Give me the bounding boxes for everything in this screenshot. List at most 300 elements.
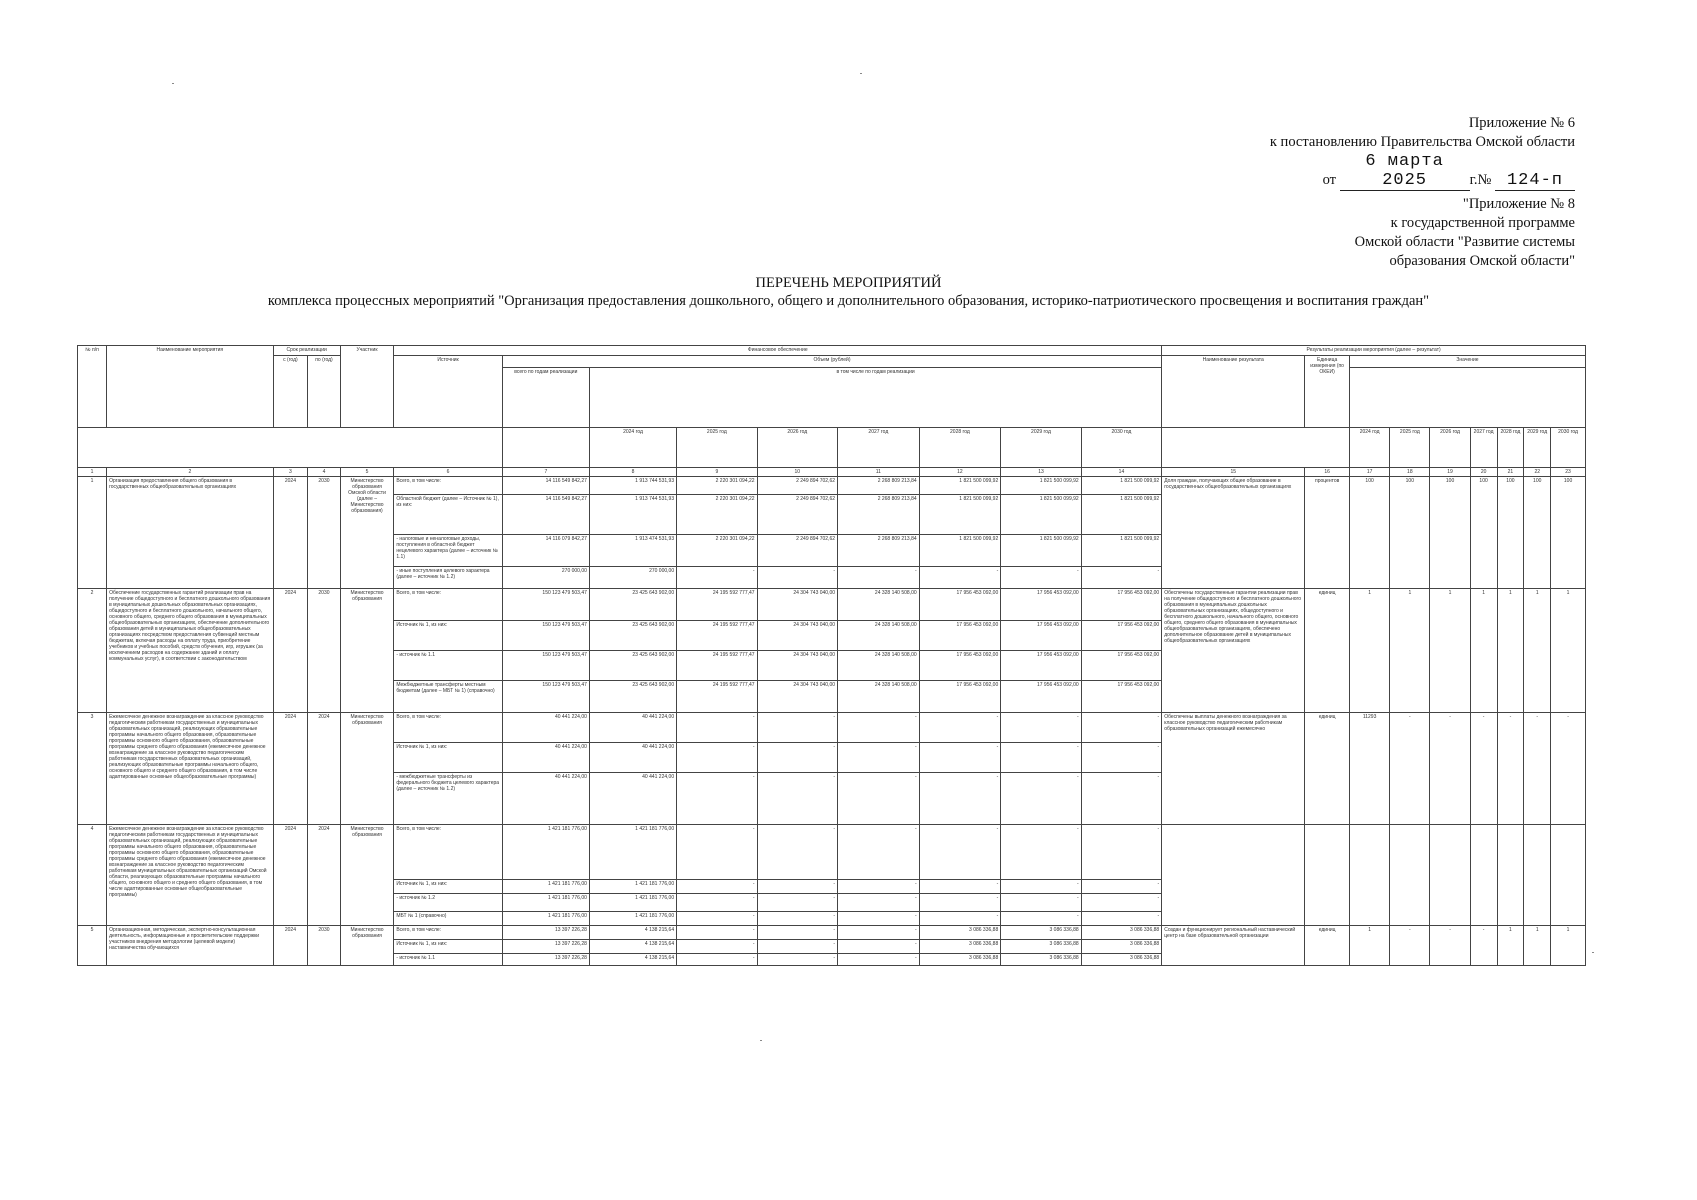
year-from: 2024 — [273, 589, 308, 713]
funding-year-value: - — [1081, 825, 1162, 880]
funding-total: 150 123 479 503,47 — [502, 681, 589, 713]
funding-year-value: 24 304 743 040,00 — [757, 681, 837, 713]
funding-total: 1 421 181 776,00 — [502, 912, 589, 926]
funding-year-value: 2 249 894 702,62 — [757, 477, 837, 495]
funding-year-value: 40 441 224,00 — [589, 773, 676, 825]
result-value: - — [1390, 926, 1430, 966]
column-number: 21 — [1497, 468, 1524, 477]
header-term: Срок реализации — [273, 346, 340, 356]
funding-year-value: 24 195 592 777,47 — [677, 589, 757, 621]
column-number: 7 — [502, 468, 589, 477]
funding-year-value: - — [838, 743, 920, 773]
funding-total: 150 123 479 503,47 — [502, 621, 589, 651]
table-row — [78, 825, 1586, 880]
funding-total: 1 421 181 776,00 — [502, 894, 589, 912]
column-number: 17 — [1349, 468, 1389, 477]
funding-year-value: - — [919, 743, 1001, 773]
number-prefix: № — [1477, 172, 1492, 188]
funding-year-value: - — [919, 912, 1001, 926]
funding-total: 1 421 181 776,00 — [502, 880, 589, 894]
column-number: 23 — [1551, 468, 1586, 477]
header-executor: Участник — [340, 346, 394, 428]
funding-year-value: - — [677, 954, 757, 966]
table-body — [78, 477, 1586, 966]
result-value: 100 — [1390, 477, 1430, 589]
funding-year-value: 1 421 181 776,00 — [589, 825, 676, 880]
column-number: 11 — [838, 468, 920, 477]
result-name: Создан и функционирует региональный наставнический центр на базе образовательной организации — [1162, 926, 1305, 966]
funding-year-value: - — [757, 825, 837, 880]
column-number: 12 — [919, 468, 1001, 477]
funding-year-value: 2 268 809 213,84 — [838, 495, 920, 535]
funding-year-value: - — [677, 912, 757, 926]
funding-year-value: 1 821 500 099,92 — [1001, 477, 1081, 495]
result-value: 1 — [1524, 589, 1551, 713]
funding-year-value: 1 913 474 531,93 — [589, 535, 676, 567]
result-value: 100 — [1470, 477, 1497, 589]
header-byyear: в том числе по годам реализации — [589, 368, 1161, 428]
result-value: - — [1524, 713, 1551, 825]
header-num: № п/п — [78, 346, 107, 428]
funding-year-value: - — [919, 713, 1001, 743]
funding-year-value: 17 956 453 092,00 — [1081, 589, 1162, 621]
result-value: 100 — [1524, 477, 1551, 589]
row-number: 1 — [78, 477, 107, 589]
funding-year-value: - — [677, 713, 757, 743]
year-from: 2024 — [273, 713, 308, 825]
funding-year-value: 17 956 453 092,00 — [919, 589, 1001, 621]
val-year-2027: 2027 год — [1470, 428, 1497, 468]
fin-year-2025: 2025 год — [677, 428, 757, 468]
result-value — [1524, 825, 1551, 926]
funding-total: 40 441 224,00 — [502, 773, 589, 825]
result-value: 1 — [1349, 926, 1389, 966]
funding-year-value: 17 956 453 092,00 — [1001, 681, 1081, 713]
funding-source: Всего, в том числе: — [394, 926, 502, 940]
funding-year-value: 1 821 500 099,92 — [1001, 535, 1081, 567]
funding-total: 1 421 181 776,00 — [502, 825, 589, 880]
funding-year-value: - — [838, 880, 920, 894]
measure-name: Обеспечение государственных гарантий реализации прав на получение общедоступного и бесплатного дошкольного образования в муниципальных дошкольных образовательных организациях, общедоступного и бесплатного дошкольного, начального общего, основного общего, среднего общего образования в муниципальных общеобразовательных организациях, обеспечение дополнительного образования детей в муниципальных общеобразовательных организациях посредством предоставления субвенций местным бюджетам, включая расходы на оплату труда, приобретение учебников и учебных пособий, средств обучения, игр, игрушек (за исключением расходов на содержание зданий и оплату коммунальных услуг), в соответствии с законодательством — [107, 589, 274, 713]
result-value: - — [1390, 713, 1430, 825]
column-number: 20 — [1470, 468, 1497, 477]
result-value — [1551, 825, 1586, 926]
result-value: 100 — [1551, 477, 1586, 589]
appendix-number: Приложение № 6 — [1468, 115, 1575, 131]
year-to: 2030 — [308, 926, 340, 966]
funding-year-value: 40 441 224,00 — [589, 743, 676, 773]
result-value: - — [1430, 713, 1470, 825]
result-value: - — [1497, 713, 1524, 825]
funding-year-value: - — [838, 912, 920, 926]
funding-year-value: - — [919, 825, 1001, 880]
result-value: - — [1551, 713, 1586, 825]
result-unit — [1305, 825, 1350, 926]
funding-year-value: 2 220 301 094,22 — [677, 477, 757, 495]
funding-source: - межбюджетные трансферты из федерального бюджета целевого характера (далее – источник № 1.2) — [394, 773, 502, 825]
funding-year-value: - — [677, 743, 757, 773]
funding-year-value: 24 304 743 040,00 — [757, 589, 837, 621]
measure-name: Ежемесячное денежное вознаграждение за классное руководство педагогическим работникам государственных и муниципальных образовательных организаций, реализующих образовательные программы начального общего образования, образовательные программы основного общего образования, образовательные программы среднего общего образования (ежемесячное денежное вознаграждение за классное руководство педагогическим работникам государственных образовательных организаций, реализующих образовательные программы начального общего, основного общего и среднего общего образования, в том числе адаптированные основные общеобразовательные программы) — [107, 713, 274, 825]
funding-year-value: 17 956 453 092,00 — [919, 681, 1001, 713]
appendix-block — [1270, 114, 1575, 191]
val-year-2024: 2024 год — [1349, 428, 1389, 468]
row-number: 2 — [78, 589, 107, 713]
column-number: 15 — [1162, 468, 1305, 477]
fin-year-2027: 2027 год — [838, 428, 920, 468]
funding-year-value: 270 000,00 — [589, 567, 676, 589]
result-value: 100 — [1497, 477, 1524, 589]
header-result-name: Наименование результата — [1162, 356, 1305, 428]
result-unit: единиц — [1305, 926, 1350, 966]
funding-year-value: - — [677, 825, 757, 880]
funding-year-value: 24 195 592 777,47 — [677, 651, 757, 681]
title-main: ПЕРЕЧЕНЬ МЕРОПРИЯТИЙ — [755, 275, 942, 291]
result-name: Доля граждан, получающих общее образование в государственных общеобразовательных организациях — [1162, 477, 1305, 589]
funding-year-value: 17 956 453 092,00 — [1081, 651, 1162, 681]
funding-year-value: 23 425 643 902,00 — [589, 621, 676, 651]
funding-year-value: - — [1081, 773, 1162, 825]
executor: Министерство образования — [340, 825, 394, 926]
funding-total: 40 441 224,00 — [502, 713, 589, 743]
funding-year-value: - — [757, 926, 837, 940]
funding-year-value: 2 220 301 094,22 — [677, 535, 757, 567]
funding-year-value: - — [677, 880, 757, 894]
funding-source: - источник № 1.2 — [394, 894, 502, 912]
val-year-2029: 2029 год — [1524, 428, 1551, 468]
column-number: 22 — [1524, 468, 1551, 477]
fin-year-2026: 2026 год — [757, 428, 837, 468]
funding-year-value: 2 268 809 213,84 — [838, 477, 920, 495]
program-appendix-line2: к государственной программе — [1390, 215, 1575, 231]
measure-name: Ежемесячное денежное вознаграждение за классное руководство педагогическим работникам государственных и муниципальных образовательных организаций, реализующих образовательные программы начального общего образования, образовательные программы основного общего образования, образовательные программы среднего общего образования (ежемесячное денежное вознаграждение за классное руководство педагогическим работникам муниципальных образовательных организаций Омской области, реализующих образовательные программы начального общего, основного общего и среднего общего образования, в том числе адаптированные основные общеобразовательные программы) — [107, 825, 274, 926]
funding-year-value: - — [757, 567, 837, 589]
funding-source: Областной бюджет (далее – Источник № 1), из них: — [394, 495, 502, 535]
result-value: 1 — [1470, 589, 1497, 713]
funding-year-value: - — [757, 940, 837, 954]
header-unit: Единица измерения (по ОКЕИ) — [1305, 356, 1350, 428]
funding-year-value: 1 821 500 099,92 — [1081, 535, 1162, 567]
executor: Министерство образования — [340, 926, 394, 966]
header-source: Источник — [394, 356, 502, 428]
funding-year-value: 1 821 500 099,92 — [919, 535, 1001, 567]
column-number-row — [78, 468, 1586, 477]
result-unit: единиц — [1305, 713, 1350, 825]
val-year-2028: 2028 год — [1497, 428, 1524, 468]
year-row-total-blank — [502, 428, 589, 468]
funding-source: Источник № 1, из них: — [394, 940, 502, 954]
result-name: Обеспечены выплаты денежного вознаграждения за классное руководство педагогическим работникам образовательных организаций ежемесячно — [1162, 713, 1305, 825]
document-title — [0, 274, 1697, 310]
year-from: 2024 — [273, 825, 308, 926]
fin-year-2030: 2030 год — [1081, 428, 1162, 468]
funding-year-value: - — [1001, 773, 1081, 825]
result-name — [1162, 825, 1305, 926]
funding-year-value: - — [1001, 743, 1081, 773]
funding-year-value: 17 956 453 092,00 — [1001, 651, 1081, 681]
funding-year-value: 17 956 453 092,00 — [1001, 589, 1081, 621]
funding-year-value: - — [838, 954, 920, 966]
funding-total: 150 123 479 503,47 — [502, 651, 589, 681]
row-number: 5 — [78, 926, 107, 966]
result-value — [1390, 825, 1430, 926]
funding-year-value: 23 425 643 902,00 — [589, 589, 676, 621]
row-number: 3 — [78, 713, 107, 825]
column-number: 9 — [677, 468, 757, 477]
header-value-blank — [1349, 368, 1585, 428]
funding-year-value: 4 138 215,64 — [589, 926, 676, 940]
appendix-date-line — [1270, 152, 1575, 191]
funding-year-value: 1 913 744 531,93 — [589, 477, 676, 495]
val-year-2026: 2026 год — [1430, 428, 1470, 468]
column-number: 19 — [1430, 468, 1470, 477]
date-suffix: г. — [1469, 172, 1478, 188]
funding-year-value: 2 249 894 702,62 — [757, 495, 837, 535]
result-value — [1470, 825, 1497, 926]
funding-year-value: 1 821 500 099,92 — [1081, 477, 1162, 495]
header-to: по (год) — [308, 356, 340, 428]
funding-year-value: 2 268 809 213,84 — [838, 535, 920, 567]
funding-year-value: 1 821 500 099,92 — [919, 495, 1001, 535]
funding-year-value: 3 086 336,88 — [919, 926, 1001, 940]
handwritten-number: 124-п — [1495, 171, 1575, 191]
result-value: 1 — [1497, 926, 1524, 966]
val-year-2030: 2030 год — [1551, 428, 1586, 468]
column-number: 2 — [107, 468, 274, 477]
result-name: Обеспечены государственные гарантии реализации прав на получение общедоступного и бесплатного дошкольного образования в муниципальных дошкольных образовательных организациях, общедоступного и бесплатного дошкольного, начального общего, основного общего, среднего общего образования в муниципальных общеобразовательных организациях, обеспечено дополнительное образование детей в муниципальных общеобразовательных организациях — [1162, 589, 1305, 713]
funding-total: 13 397 226,28 — [502, 940, 589, 954]
column-number: 1 — [78, 468, 107, 477]
funding-year-value: - — [838, 940, 920, 954]
executor: Министерство образования Омской области (далее – Министерство образования) — [340, 477, 394, 589]
val-year-2025: 2025 год — [1390, 428, 1430, 468]
scan-speck — [860, 73, 862, 74]
funding-year-value: - — [677, 773, 757, 825]
scan-speck — [1592, 952, 1594, 953]
funding-year-value: - — [1081, 713, 1162, 743]
scan-speck — [760, 1040, 762, 1041]
funding-year-value: 40 441 224,00 — [589, 713, 676, 743]
funding-year-value: - — [1001, 894, 1081, 912]
funding-year-value: 3 086 336,88 — [919, 940, 1001, 954]
funding-year-value: 24 304 743 040,00 — [757, 651, 837, 681]
funding-year-value: - — [757, 880, 837, 894]
funding-year-value: 3 086 336,88 — [919, 954, 1001, 966]
funding-year-value: - — [838, 713, 920, 743]
funding-source: Межбюджетные трансферты местным бюджетам (далее – МБТ № 1) (справочно) — [394, 681, 502, 713]
funding-year-value: 17 956 453 092,00 — [1081, 681, 1162, 713]
funding-year-value: 24 195 592 777,47 — [677, 621, 757, 651]
funding-year-value: - — [1001, 825, 1081, 880]
result-value: 100 — [1349, 477, 1389, 589]
funding-source: - источник № 1.1 — [394, 651, 502, 681]
funding-year-value: - — [1081, 743, 1162, 773]
funding-year-value: - — [1081, 894, 1162, 912]
executor: Министерство образования — [340, 713, 394, 825]
year-to: 2030 — [308, 589, 340, 713]
funding-year-value: - — [757, 894, 837, 912]
funding-year-value: 24 304 743 040,00 — [757, 621, 837, 651]
funding-year-value: 17 956 453 092,00 — [919, 651, 1001, 681]
appendix-decree: к постановлению Правительства Омской области — [1269, 134, 1575, 150]
fin-year-2029: 2029 год — [1001, 428, 1081, 468]
funding-total: 14 116 549 842,27 — [502, 477, 589, 495]
year-to: 2030 — [308, 477, 340, 589]
table-row — [78, 589, 1586, 621]
funding-total: 13 397 226,28 — [502, 926, 589, 940]
year-header-row — [78, 428, 1586, 468]
result-value: - — [1430, 926, 1470, 966]
funding-year-value: 1 821 500 099,92 — [1081, 495, 1162, 535]
funding-total: 14 116 549 842,27 — [502, 495, 589, 535]
funding-year-value: 3 086 336,88 — [1001, 926, 1081, 940]
result-value — [1349, 825, 1389, 926]
header-volume: Объем (рублей) — [502, 356, 1161, 368]
column-number: 8 — [589, 468, 676, 477]
funding-source: - иные поступления целевого характера (далее – источник № 1.2) — [394, 567, 502, 589]
result-value: 1 — [1551, 589, 1586, 713]
row-number: 4 — [78, 825, 107, 926]
funding-source: Источник № 1, из них: — [394, 880, 502, 894]
funding-year-value: - — [677, 926, 757, 940]
funding-year-value: 17 956 453 092,00 — [1081, 621, 1162, 651]
funding-year-value: 23 425 643 902,00 — [589, 651, 676, 681]
funding-year-value: 3 086 336,88 — [1001, 954, 1081, 966]
column-number: 10 — [757, 468, 837, 477]
result-value: 1 — [1430, 589, 1470, 713]
funding-year-value: 1 821 500 099,92 — [919, 477, 1001, 495]
funding-source: - налоговые и неналоговые доходы, поступления в областной бюджет нецелевого характера (далее – источник № 1.1) — [394, 535, 502, 567]
column-number: 16 — [1305, 468, 1350, 477]
result-value: 1 — [1551, 926, 1586, 966]
result-value — [1430, 825, 1470, 926]
year-row-blank — [78, 428, 503, 468]
column-number: 13 — [1001, 468, 1081, 477]
header-financing: Финансовое обеспечение — [394, 346, 1162, 356]
result-value: 1 — [1524, 926, 1551, 966]
funding-year-value: 1 421 181 776,00 — [589, 912, 676, 926]
funding-year-value: - — [1001, 912, 1081, 926]
funding-source: Всего, в том числе: — [394, 825, 502, 880]
funding-year-value: - — [919, 773, 1001, 825]
funding-year-value: 2 249 894 702,62 — [757, 535, 837, 567]
funding-year-value: - — [757, 743, 837, 773]
funding-year-value: - — [838, 894, 920, 912]
program-appendix-line3: Омской области "Развитие системы — [1354, 234, 1575, 250]
header-name: Наименование мероприятия — [107, 346, 274, 428]
funding-year-value: 1 421 181 776,00 — [589, 880, 676, 894]
funding-year-value: 4 138 215,64 — [589, 954, 676, 966]
funding-year-value: 4 138 215,64 — [589, 940, 676, 954]
fin-year-2028: 2028 год — [919, 428, 1001, 468]
date-prefix: от — [1322, 172, 1336, 188]
funding-source: - источник № 1.1 — [394, 954, 502, 966]
table-row — [78, 926, 1586, 940]
program-appendix-number: "Приложение № 8 — [1462, 196, 1575, 212]
year-to: 2024 — [308, 713, 340, 825]
result-unit: процентов — [1305, 477, 1350, 589]
year-from: 2024 — [273, 477, 308, 589]
funding-year-value: - — [838, 773, 920, 825]
header-value: Значение — [1349, 356, 1585, 368]
funding-source: Источник № 1, из них: — [394, 621, 502, 651]
funding-year-value: 3 086 336,88 — [1081, 940, 1162, 954]
funding-total: 40 441 224,00 — [502, 743, 589, 773]
funding-year-value: 1 821 500 099,92 — [1001, 495, 1081, 535]
funding-year-value: - — [1081, 880, 1162, 894]
funding-year-value: 23 425 643 902,00 — [589, 681, 676, 713]
funding-year-value: - — [1081, 567, 1162, 589]
measures-table — [77, 345, 1586, 966]
result-value: - — [1470, 713, 1497, 825]
year-to: 2024 — [308, 825, 340, 926]
funding-year-value: 2 220 301 094,22 — [677, 495, 757, 535]
funding-year-value: 1 913 744 531,93 — [589, 495, 676, 535]
funding-year-value: 17 956 453 092,00 — [1001, 621, 1081, 651]
funding-year-value: 24 328 140 508,00 — [838, 589, 920, 621]
measure-name: Организационная, методическая, экспертно-консультационная деятельность, информационные и просветительские поддержки участников внедрения методологии (целевой модели) наставничества обучающихся — [107, 926, 274, 966]
funding-year-value: - — [1081, 912, 1162, 926]
table-row — [78, 713, 1586, 743]
result-value — [1497, 825, 1524, 926]
funding-year-value: - — [677, 567, 757, 589]
result-unit: единиц — [1305, 589, 1350, 713]
funding-year-value: 3 086 336,88 — [1001, 940, 1081, 954]
result-value: 100 — [1430, 477, 1470, 589]
year-row-result-blank — [1162, 428, 1350, 468]
funding-year-value: - — [757, 773, 837, 825]
header-total: всего по годам реализации — [502, 368, 589, 428]
funding-year-value: - — [757, 713, 837, 743]
funding-year-value: - — [1001, 713, 1081, 743]
fin-year-2024: 2024 год — [589, 428, 676, 468]
funding-year-value: 17 956 453 092,00 — [919, 621, 1001, 651]
column-number: 5 — [340, 468, 394, 477]
table-header — [78, 346, 1586, 477]
funding-total: 13 397 226,28 — [502, 954, 589, 966]
funding-source: Всего, в том числе: — [394, 713, 502, 743]
funding-year-value: - — [919, 880, 1001, 894]
funding-source: Всего, в том числе: — [394, 589, 502, 621]
funding-year-value: 24 195 592 777,47 — [677, 681, 757, 713]
program-appendix-line4: образования Омской области" — [1389, 253, 1575, 269]
funding-year-value: - — [919, 894, 1001, 912]
column-number: 3 — [273, 468, 308, 477]
appendix-program-block — [1355, 195, 1575, 271]
funding-total: 150 123 479 503,47 — [502, 589, 589, 621]
funding-year-value: - — [919, 567, 1001, 589]
result-value: 1 — [1390, 589, 1430, 713]
title-sub: комплекса процессных мероприятий "Организация предоставления дошкольного, общего и дополнительного образования, историко-патриотического просвещения и воспитания граждан" — [267, 293, 1430, 309]
funding-year-value: - — [677, 894, 757, 912]
funding-year-value: 24 328 140 508,00 — [838, 621, 920, 651]
funding-year-value: - — [838, 926, 920, 940]
scan-speck — [172, 83, 174, 84]
funding-total: 14 116 079 842,27 — [502, 535, 589, 567]
column-number: 14 — [1081, 468, 1162, 477]
funding-year-value: - — [1001, 567, 1081, 589]
result-value: 11293 — [1349, 713, 1389, 825]
table-row — [78, 477, 1586, 495]
funding-year-value: - — [1001, 880, 1081, 894]
funding-year-value: - — [838, 825, 920, 880]
measure-name: Организация предоставления общего образования в государственных общеобразовательных организациях — [107, 477, 274, 589]
funding-source: МБТ № 1 (справочно) — [394, 912, 502, 926]
funding-total: 270 000,00 — [502, 567, 589, 589]
column-number: 4 — [308, 468, 340, 477]
column-number: 6 — [394, 468, 502, 477]
funding-year-value: - — [757, 954, 837, 966]
